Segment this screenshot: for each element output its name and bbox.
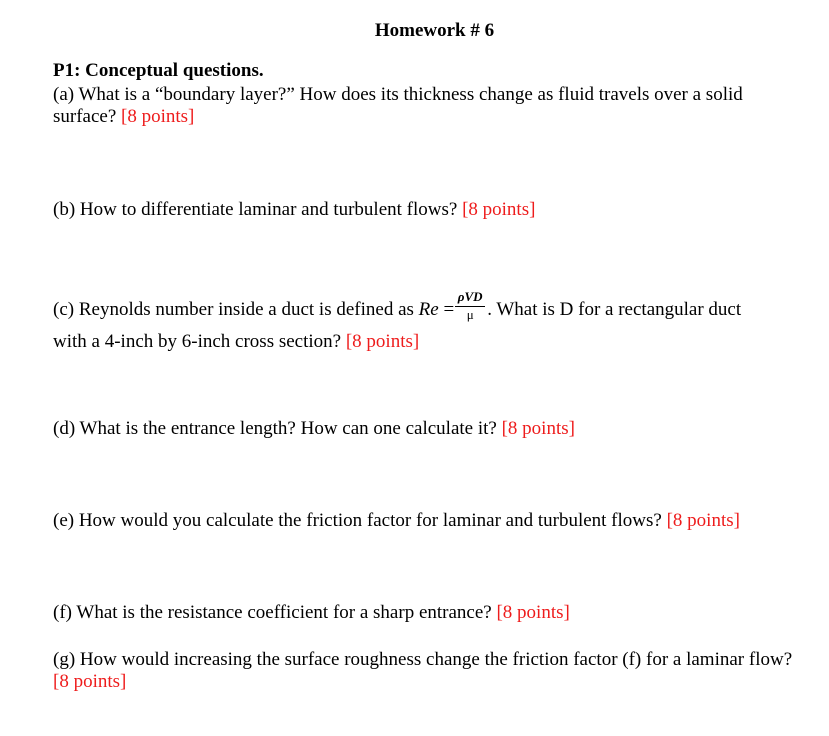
reynolds-symbol: Re [418,299,439,320]
reynolds-fraction [455,288,485,326]
equals-sign: = [443,299,455,320]
question-d-points: [8 points] [501,418,575,439]
page-title: Homework # 6 [374,20,495,41]
question-c-points: [8 points] [345,330,420,352]
question-b [53,199,793,221]
question-b-points: [8 points] [462,199,536,220]
question-a-text: (a) What is a “boundary layer?” How does its thickness change as fluid travels over a solid surface? [53,84,743,127]
question-a [53,84,793,128]
question-f [53,602,793,624]
question-d-text: (d) What is the entrance length? How can one calculate it? [53,418,497,439]
question-e-points: [8 points] [666,510,740,531]
question-f-points: [8 points] [496,602,570,623]
question-g-points: [8 points] [53,671,127,692]
question-d [53,418,793,440]
question-c-text: (c) Reynolds number inside a duct is defined as [53,299,414,320]
section-heading: P1: Conceptual questions. [53,60,264,81]
question-g [53,649,793,693]
question-c [53,288,793,357]
question-a-points: [8 points] [121,106,195,127]
question-e-text: (e) How would you calculate the friction factor for laminar and turbulent flows? [53,510,662,531]
question-f-text: (f) What is the resistance coefficient for a sharp entrance? [53,602,492,623]
fraction-numerator: ρVD [457,288,483,304]
question-b-text: (b) How to differentiate laminar and turbulent flows? [53,199,458,220]
question-c-text-line2: with a 4-inch by 6-inch cross section? [53,330,342,352]
question-g-text: (g) How would increasing the surface roughness change the friction factor (f) for a laminar flow? [53,649,793,670]
question-e [53,510,793,532]
question-c-text-after: . What is D for a rectangular duct [487,299,742,320]
fraction-denominator: μ [466,306,474,322]
